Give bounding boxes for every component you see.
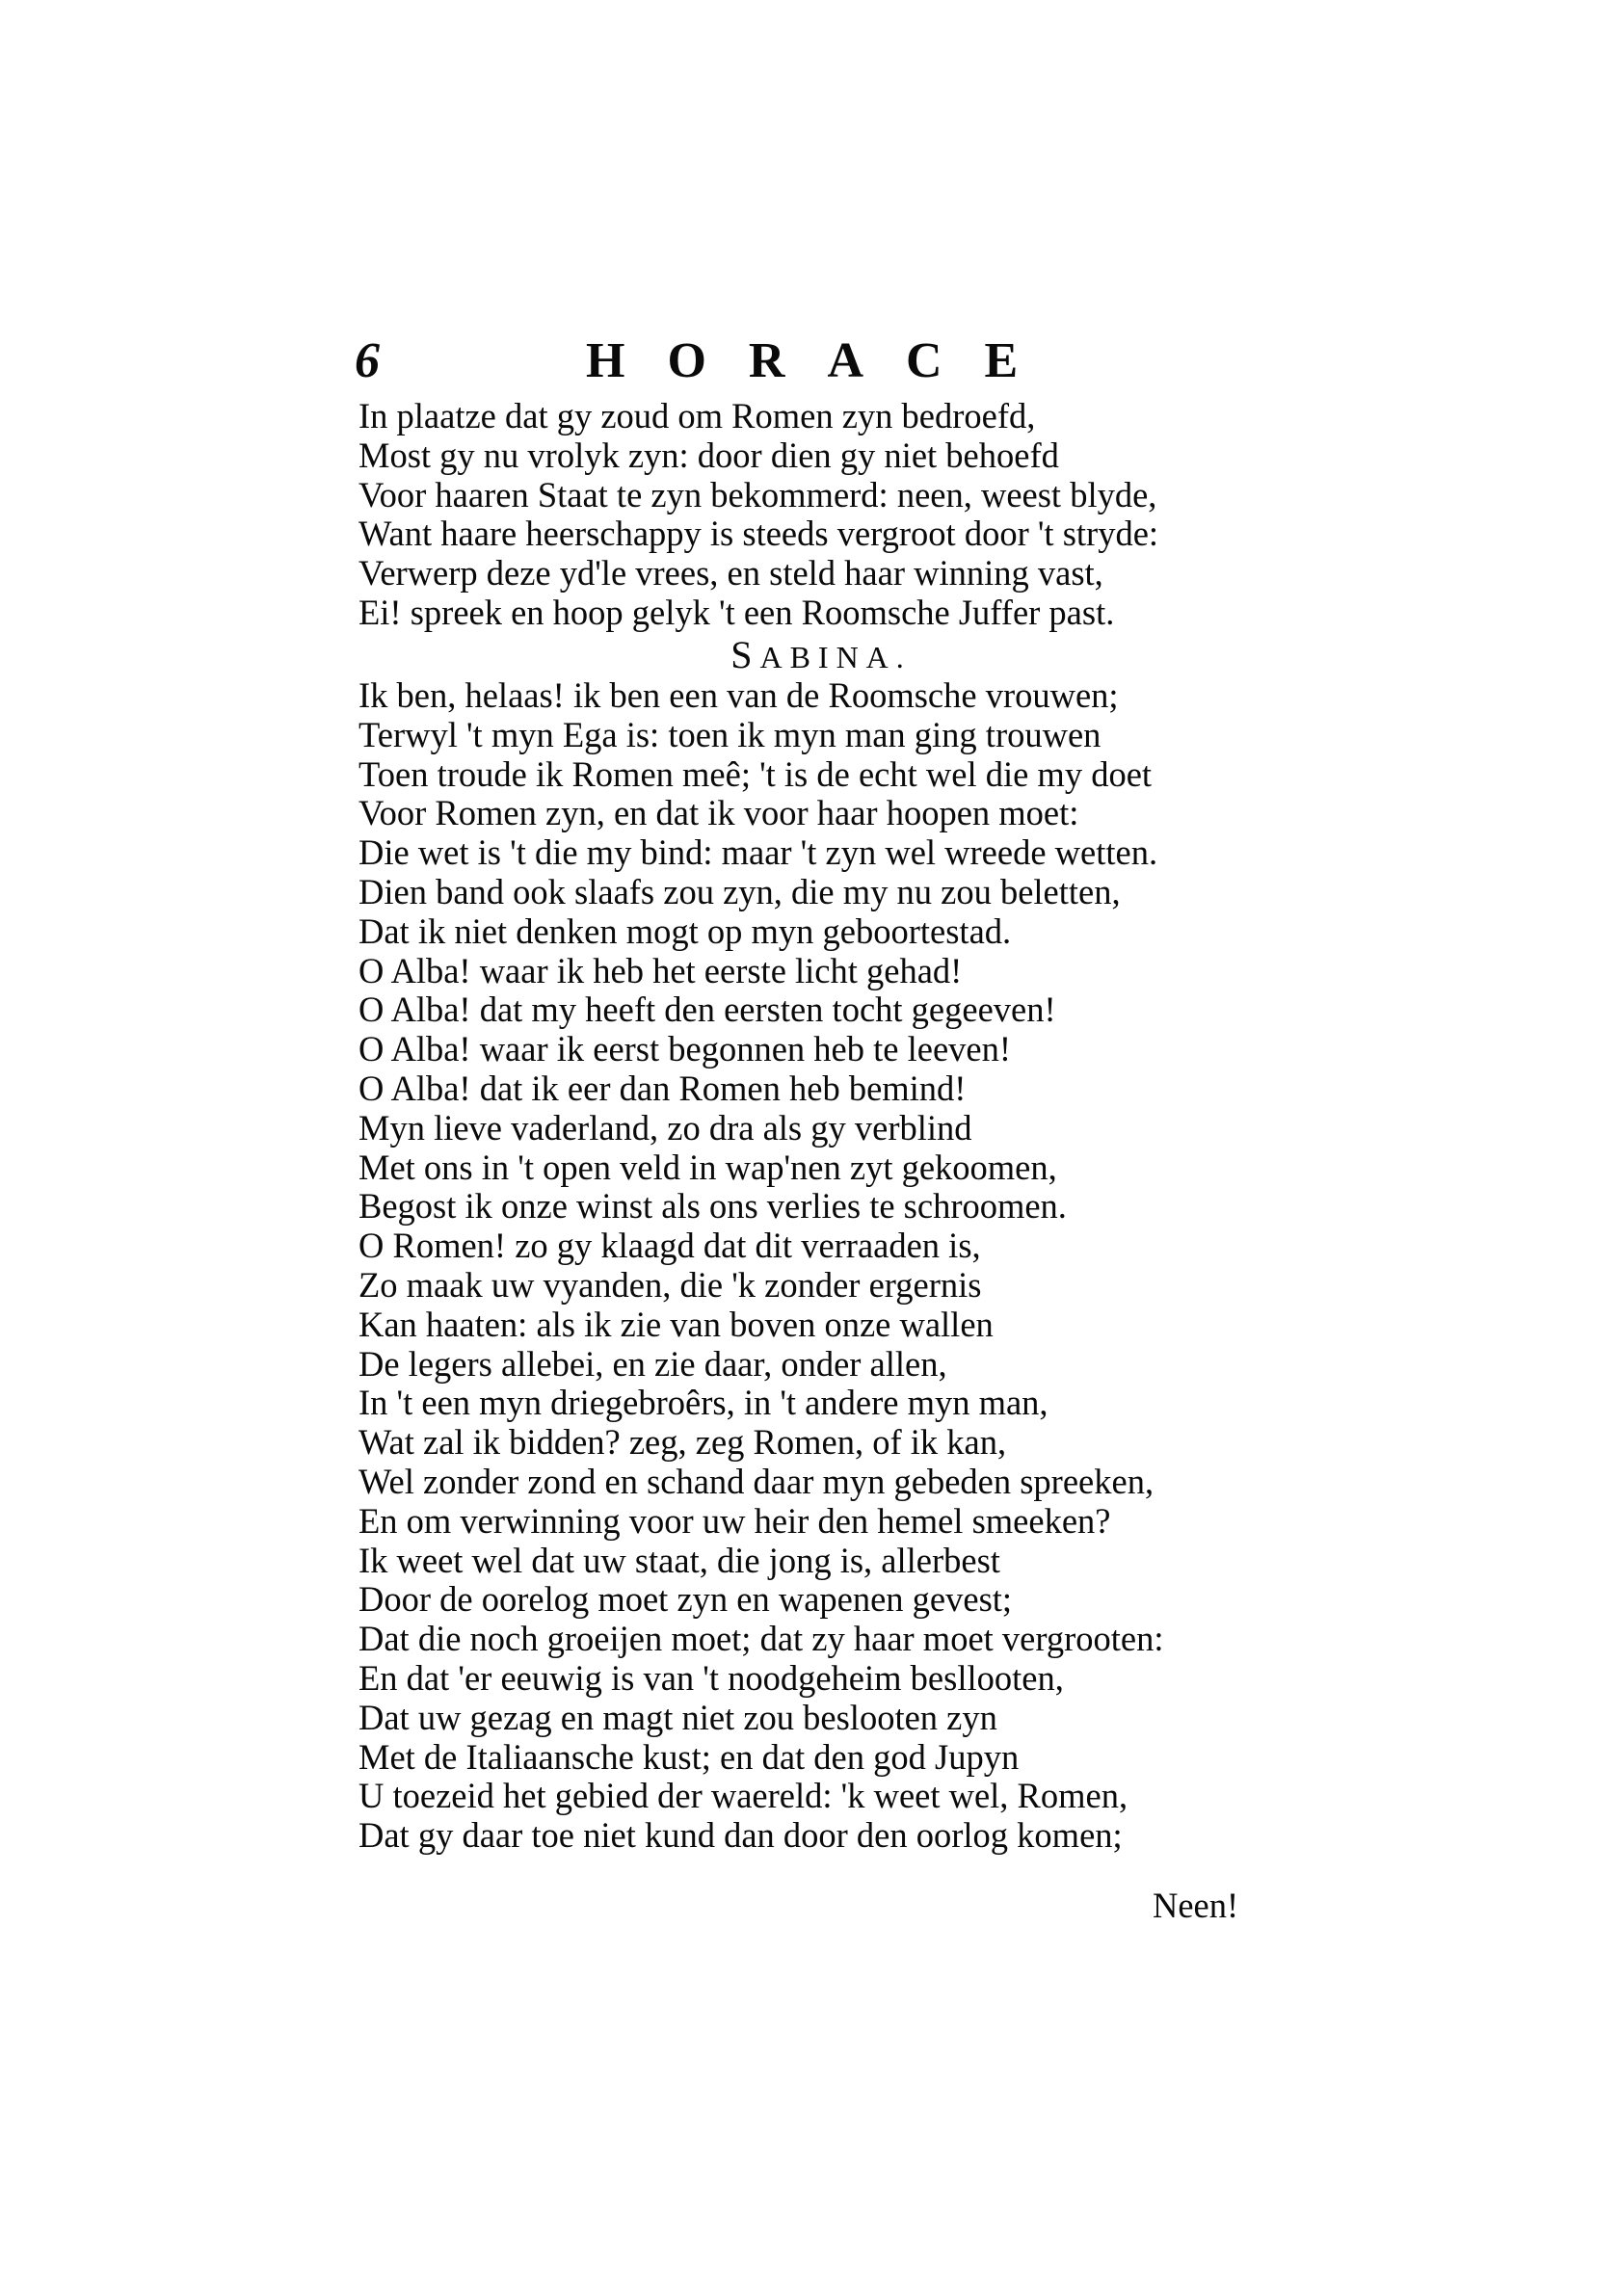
verse-line: Most gy nu vrolyk zyn: door dien gy niet behoefd	[358, 435, 1059, 475]
verse-line: Terwyl 't myn Ega is: toen ik myn man ging trouwen	[358, 714, 1101, 754]
page-number: 6	[355, 333, 380, 388]
verse-line: Dat uw gezag en magt niet zou beslooten zyn	[358, 1697, 997, 1737]
verse-line: O Alba! waar ik eerst begonnen heb te leeven!	[358, 1029, 1011, 1069]
verse-line: Die wet is 't die my bind: maar 't zyn wel wreede wetten.	[358, 832, 1158, 873]
verse-block-first	[358, 397, 1284, 633]
verse-line: In 't een myn driegebroêrs, in 't andere myn man,	[358, 1383, 1048, 1423]
verse-line: Dat gy daar toe niet kund dan door den oorlog komen;	[358, 1815, 1123, 1856]
verse-line: En om verwinning voor uw heir den hemel smeeken?	[358, 1500, 1111, 1541]
verse-line: Myn lieve vaderland, zo dra als gy verblind	[358, 1107, 972, 1148]
verse-line: U toezeid het gebied der waereld: 'k weet wel, Romen,	[358, 1776, 1128, 1816]
verse-line: O Alba! dat ik eer dan Romen heb bemind!	[358, 1068, 967, 1108]
speaker-heading	[358, 633, 1284, 676]
verse-line: Door de oorelog moet zyn en wapenen gevest;	[358, 1579, 1013, 1620]
verse-line: In plaatze dat gy zoud om Romen zyn bedroefd,	[358, 396, 1036, 435]
verse-line: Ik weet wel dat uw staat, die jong is, allerbest	[358, 1540, 1000, 1580]
catchword: Neen!	[1153, 1886, 1239, 1925]
verse-line: En dat 'er eeuwig is van 't noodgeheim besllooten,	[358, 1657, 1064, 1698]
verse-line: Voor haaren Staat te zyn bekommerd: neen, weest blyde,	[358, 474, 1157, 515]
verse-line: Kan haaten: als ik zie van boven onze wallen	[358, 1304, 994, 1344]
verse-line: Dat die noch groeijen moet; dat zy haar moet vergrooten:	[358, 1619, 1164, 1659]
verse-line: Voor Romen zyn, en dat ik voor haar hoopen moet:	[358, 793, 1079, 833]
verse-line: O Alba! waar ik heb het eerste licht gehad!	[358, 950, 963, 990]
verse-line: Dien band ook slaafs zou zyn, die my nu zou beletten,	[358, 871, 1121, 911]
verse-line: Dat ik niet denken mogt op myn geboortestad.	[358, 910, 1012, 951]
verse-line: Verwerp deze yd'le vrees, en steld haar winning vast,	[358, 553, 1103, 594]
verse-line: Ei! spreek en hoop gelyk 't een Roomsche Juffer past.	[358, 592, 1115, 632]
verse-line: Wel zonder zond en schand daar myn gebeden spreeken,	[358, 1461, 1155, 1501]
speaker-name-rest: ABINA.	[759, 640, 912, 674]
verse-line: Met ons in 't open veld in wap'nen zyt gekoomen,	[358, 1147, 1057, 1187]
verse-line: Ik ben, helaas! ik ben een van de Roomsche vrouwen;	[358, 675, 1119, 715]
verse-line: Met de Italiaansche kust; en dat den god Jupyn	[358, 1736, 1020, 1777]
verse-line: De legers allebei, en zie daar, onder allen,	[358, 1343, 947, 1384]
verse-line: Zo maak uw vyanden, die 'k zonder ergernis	[358, 1264, 982, 1305]
page-header	[355, 328, 1061, 395]
verse-block-second	[358, 676, 1284, 1856]
verse-line: Toen troude ik Romen meê; 't is de echt wel die my doet	[358, 753, 1153, 794]
speaker-initial: S	[730, 633, 760, 676]
verse-line: O Alba! dat my heeft den eersten tocht gegeeven!	[358, 990, 1056, 1030]
running-title: HORACE	[586, 333, 1061, 388]
verse-line: Begost ik onze winst als ons verlies te schroomen.	[358, 1186, 1067, 1227]
verse-line: Wat zal ik bidden? zeg, zeg Romen, of ik kan,	[358, 1422, 1007, 1463]
verse-line: Want haare heerschappy is steeds vergroot door 't stryde:	[358, 514, 1159, 554]
verse-line: O Romen! zo gy klaagd dat dit verraaden is,	[358, 1226, 981, 1266]
